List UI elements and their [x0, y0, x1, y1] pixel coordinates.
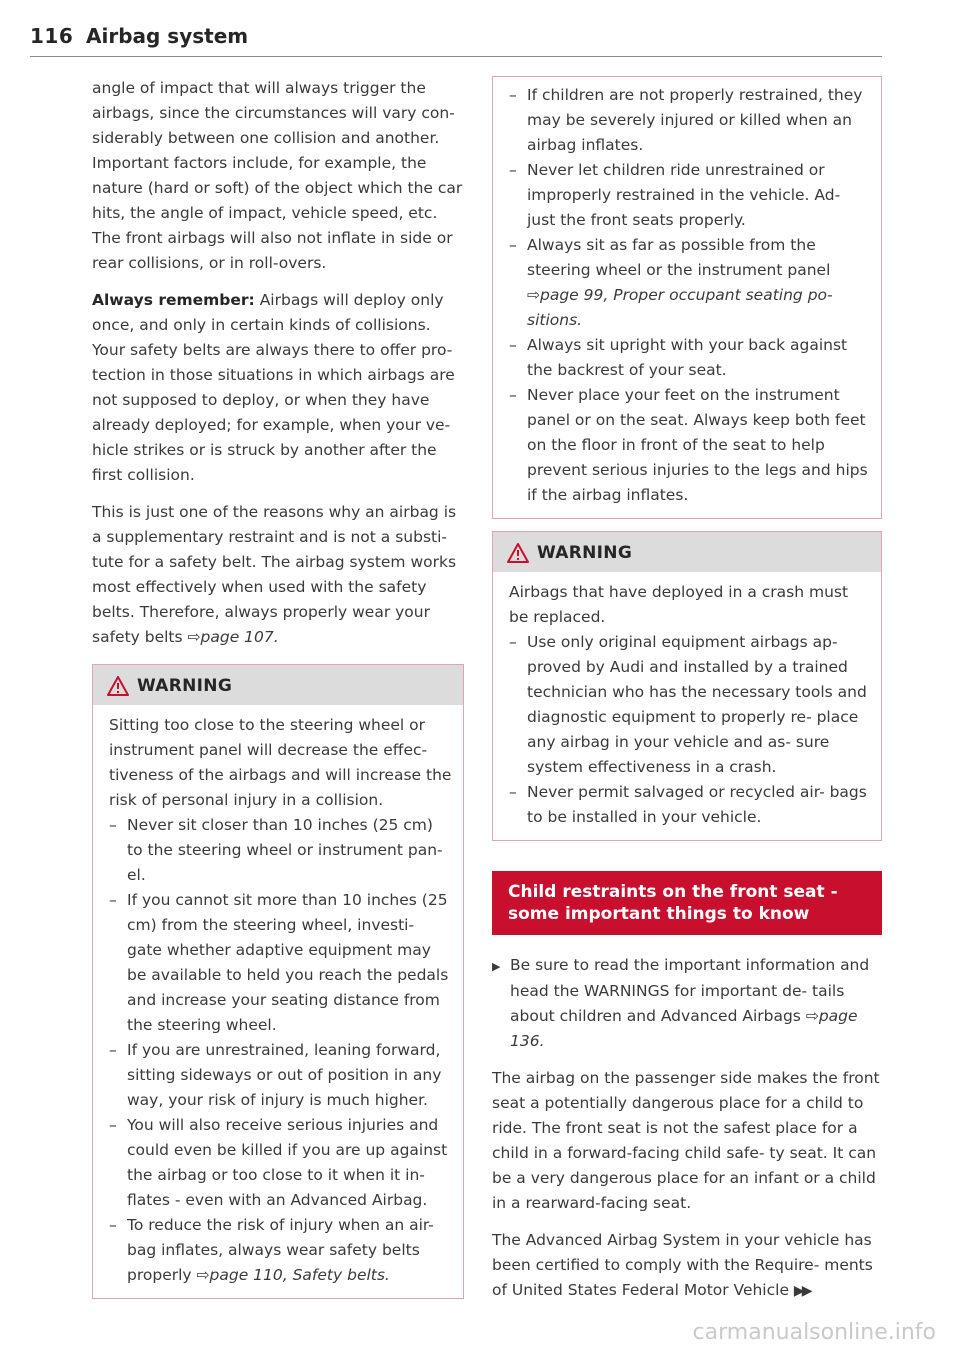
list-item: – If children are not properly restrained, they may be severely injured or killed when an airbag inflates. — [509, 86, 863, 154]
page-header — [30, 24, 882, 56]
paragraph-advanced-airbag: The Advanced Airbag System in your vehicle has been certified to comply with the Require- ments of United States Federal Motor Vehicle ▶▶ — [492, 1231, 873, 1299]
instruction-item: ▶ Be sure to read the important information and head the WARNINGS for important de- tails about children and Advanced Airbags ⇨page 136. — [492, 956, 870, 1050]
continuation-list — [509, 83, 871, 508]
warning-body — [93, 705, 463, 1298]
warning-list — [509, 630, 871, 830]
arrow-icon: ⇨ — [527, 286, 540, 304]
watermark: carmanualsonline.info — [692, 1320, 936, 1345]
paragraph-supplementary: This is just one of the reasons why an airbag is a supplementary restraint and is not a substi- tute for a safety belt. The airbag system works most effectively when used with the safety belts. Therefore, always properly wear your safety belts ⇨page 107. — [92, 503, 457, 646]
paragraph-impact: angle of impact that will always trigger the airbags, since the circumstances will vary con- siderably between one collision and another. Important factors include, for example, the nature (hard or soft) of the object which the car hits, the angle of impact, vehicle speed, etc. The front airbags will also not inflate in side or rear collisions, or in roll-overs. — [92, 79, 463, 272]
list-item: – Never place your feet on the instrument panel or on the seat. Always keep both feet on the floor in front of the seat to help prevent serious injuries to the legs and hips if the airbag inflates. — [509, 386, 868, 504]
arrow-icon: ⇨ — [805, 1007, 819, 1025]
list-item: – Never permit salvaged or recycled air- bags to be installed in your vehicle. — [509, 783, 867, 826]
warning-body — [493, 572, 881, 840]
list-item: – If you cannot sit more than 10 inches (25 cm) from the steering wheel, investi- gate whether adaptive equipment may be available to held you reach the pedals and increase your seating distance from the steering wheel. — [109, 891, 449, 1034]
list-item: – If you are unrestrained, leaning forward, sitting sideways or out of position in any way, your risk of injury is much higher. — [109, 1041, 442, 1109]
page-link-110[interactable]: page 110, Safety belts. — [209, 1266, 390, 1284]
warning-box-seating — [92, 664, 464, 1299]
section-title: Airbag system — [86, 24, 249, 48]
warning-box-replacement — [492, 531, 882, 841]
list-item: – Never sit closer than 10 inches (25 cm) to the steering wheel or instrument pan- el. — [109, 816, 443, 884]
warning-triangle-icon — [507, 543, 529, 563]
right-column — [492, 76, 882, 1316]
paragraph-passenger-side: The airbag on the passenger side makes the front seat a potentially dangerous place for a child to ride. The front seat is not the safest place for a child in a forward-facing child safe- ty seat. It can be a very dangerous place for an infant or a child in a rearward-facing seat. — [492, 1069, 880, 1212]
list-item: – Always sit upright with your back against the backrest of your seat. — [509, 336, 848, 379]
warning-intro: Sitting too close to the steering wheel or instrument panel will decrease the effec- tiveness of the airbags and will increase the risk of personal injury in a collision. — [109, 716, 452, 809]
page-link-99[interactable]: page 99, Proper occupant seating po- sitions. — [527, 286, 833, 329]
always-remember-label: Always remember: — [92, 291, 255, 309]
list-item: – Never let children ride unrestrained or improperly restrained in the vehicle. Ad- just the front seats properly. — [509, 161, 841, 229]
page-number: 116 — [30, 24, 74, 48]
warning-continuation-box — [492, 76, 882, 519]
list-item: – Use only original equipment airbags ap- proved by Audi and installed by a trained technician who has the necessary tools and diagnostic equipment to properly re- place any airbag in your vehicle and as- sure system effectiveness in a crash. — [509, 633, 867, 776]
warning-title: WARNING — [137, 676, 233, 696]
warning-header — [493, 532, 881, 572]
continue-arrow-icon: ▶▶ — [793, 1283, 810, 1299]
header-divider — [30, 56, 882, 57]
warning-list — [109, 813, 453, 1288]
warning-triangle-icon — [107, 676, 129, 696]
left-column — [92, 76, 464, 1299]
warning-header — [93, 665, 463, 705]
always-remember-text: Airbags will deploy only once, and only in certain kinds of collisions. Your safety belts are always there to offer pro- tection in those situations in which airbags are not supposed to deploy, or when they have already deployed; for example, when your ve- hicle strikes or is struck by another after the first collision. — [92, 291, 455, 484]
warning-intro: Airbags that have deployed in a crash must be replaced. — [509, 583, 849, 626]
list-item: – To reduce the risk of injury when an air- bag inflates, always wear safety belts properly ⇨page 110, Safety belts. — [109, 1216, 434, 1284]
list-item: – You will also receive serious injuries and could even be killed if you are up against the airbag or too close to it when it in- flates - even with an Advanced Airbag. — [109, 1116, 448, 1209]
list-item: – Always sit as far as possible from the steering wheel or the instrument panel ⇨page 99, Proper occupant seating po- sitions. — [509, 236, 833, 329]
page-link-136[interactable]: page 136. — [510, 1007, 858, 1050]
page-link-107[interactable]: page 107. — [200, 628, 279, 646]
arrow-icon: ⇨ — [187, 628, 201, 646]
triangle-bullet-icon: ▶ — [492, 960, 501, 973]
section-heading-child-restraints: Child restraints on the front seat - some important things to know — [492, 871, 882, 935]
arrow-icon: ⇨ — [196, 1266, 210, 1284]
warning-title: WARNING — [537, 543, 633, 563]
paragraph-always-remember — [92, 288, 464, 488]
